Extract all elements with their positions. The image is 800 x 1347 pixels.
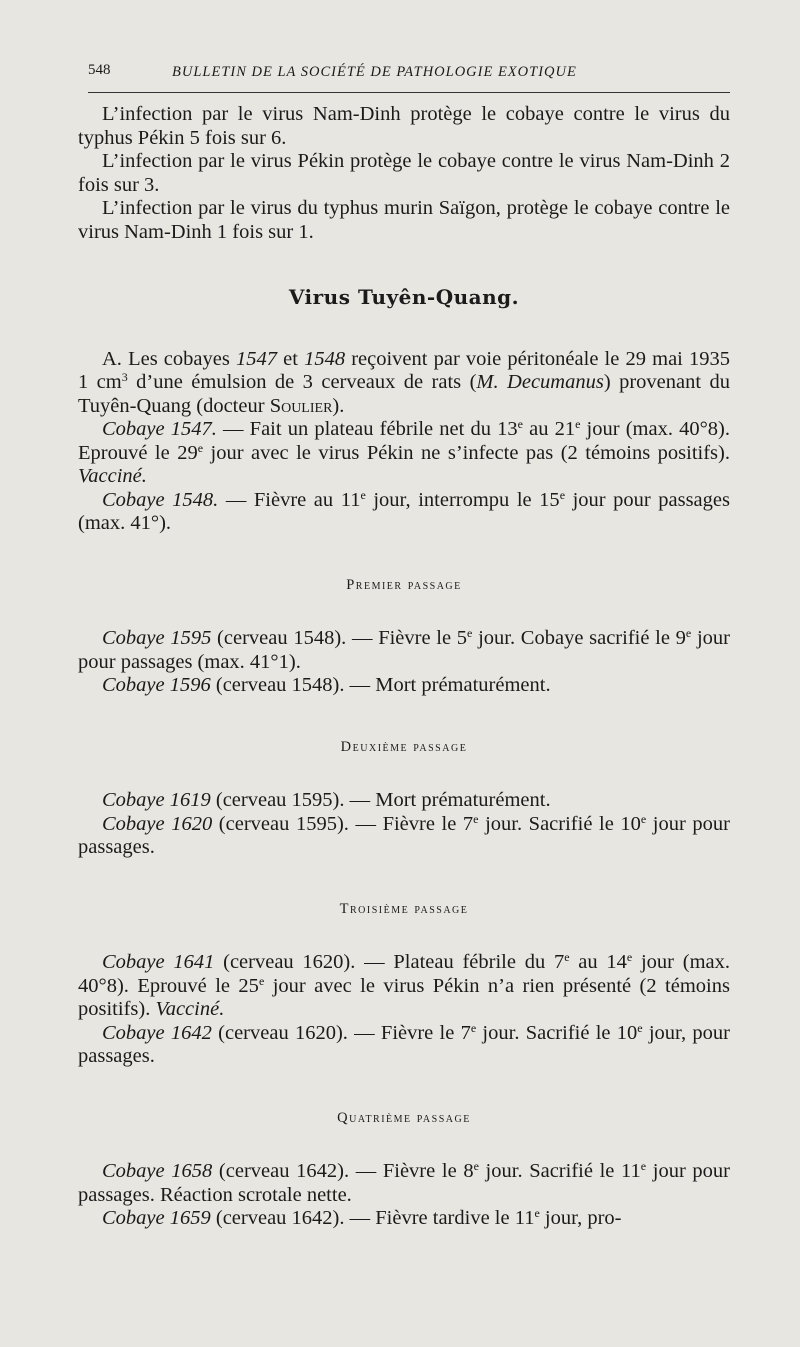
paragraph-cobaye-1658: Cobaye 1658 (cerveau 1642). — Fièvre le 8e jour. Sacrifié le 11e jour pour passages. Réaction scrotale nette.	[78, 1159, 730, 1206]
paragraph-cobaye-1595: Cobaye 1595 (cerveau 1548). — Fièvre le 5e jour. Cobaye sacrifié le 9e jour pour passages (max. 41°1).	[78, 626, 730, 673]
subsection-title: Troisième passage	[339, 900, 469, 917]
paragraph: L’infection par le virus Nam-Dinh protège le cobaye contre le virus du typhus Pékin 5 fois sur 6.	[78, 103, 730, 149]
page-number: 548	[88, 62, 111, 78]
section-title: Virus Tuyên-Quang.	[288, 285, 520, 309]
paragraph-cobaye-1548: Cobaye 1548. — Fièvre au 11e jour, interrompu le 15e jour pour passages (max. 41°).	[78, 487, 730, 534]
page-header	[88, 58, 730, 93]
paragraph: L’infection par le virus Pékin protège le cobaye contre le virus Nam-Dinh 2 fois sur 3.	[78, 150, 730, 196]
paragraph-cobaye-1641: Cobaye 1641 (cerveau 1620). — Plateau fébrile du 7e au 14e jour (max. 40°8). Eprouvé le 25e jour avec le virus Pékin n’a rien présenté (2 témoins positifs). Vacciné.	[78, 950, 730, 1020]
paragraph-cobaye-1620: Cobaye 1620 (cerveau 1595). — Fièvre le 7e jour. Sacrifié le 10e jour pour passages.	[78, 811, 730, 858]
paragraph-cobaye-1547: Cobaye 1547. — Fait un plateau fébrile net du 13e au 21e jour (max. 40°8). Eprouvé le 29e jour avec le virus Pékin ne s’infecte pas (2 témoins positifs). Vacciné.	[78, 417, 731, 487]
subsection-title: Quatrième passage	[337, 1109, 471, 1126]
body-text	[78, 103, 730, 1231]
running-head: BULLETIN DE LA SOCIÉTÉ DE PATHOLOGIE EXOTIQUE	[172, 64, 577, 80]
paragraph: L’infection par le virus du typhus murin Saïgon, protège le cobaye contre le virus Nam-Dinh 1 fois sur 1.	[78, 197, 730, 243]
subsection-title: Deuxième passage	[340, 738, 468, 755]
paragraph-cobaye-1619: Cobaye 1619 (cerveau 1595). — Mort prématurément.	[102, 789, 551, 811]
subsection-title: Premier passage	[346, 576, 462, 593]
paragraph-part-a: A. Les cobayes 1547 et 1548 reçoivent par voie péritonéale le 29 mai 1935 1 $cm^3$ d’une émulsion de 3 cerveaux de rats (M. Decumanus) provenant du Tuyên-Quang (docteur Soulier).	[78, 347, 731, 417]
paragraph-cobaye-1642: Cobaye 1642 (cerveau 1620). — Fièvre le 7e jour. Sacrifié le 10e jour, pour passages.	[78, 1020, 730, 1067]
paragraph-cobaye-1659: Cobaye 1659 (cerveau 1642). — Fièvre tardive le 11e jour, pro-	[102, 1206, 622, 1229]
paragraph-cobaye-1596: Cobaye 1596 (cerveau 1548). — Mort prématurément.	[102, 674, 551, 696]
